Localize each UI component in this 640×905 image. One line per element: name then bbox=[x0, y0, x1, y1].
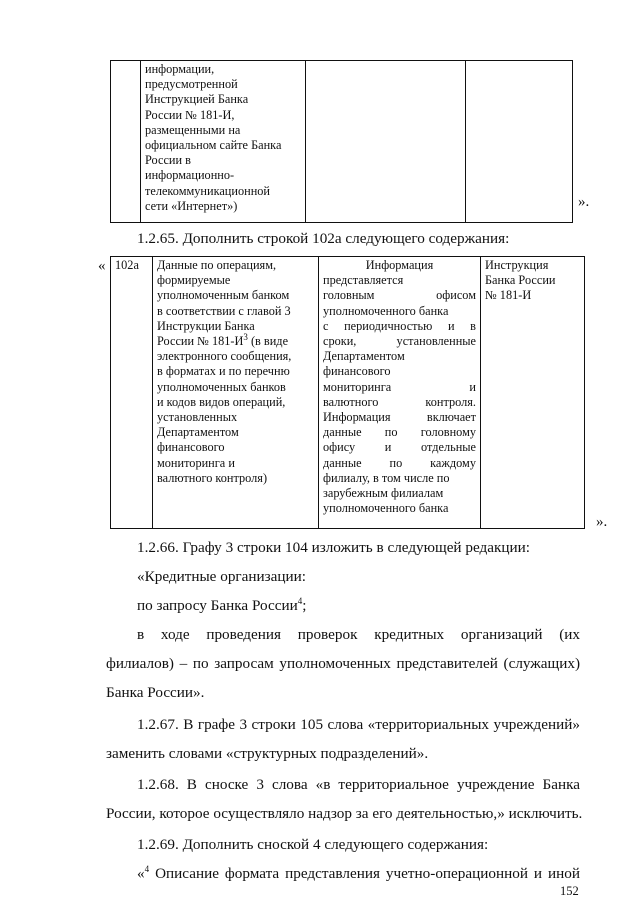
new-row-table bbox=[110, 256, 585, 529]
table2-col3-line: Информация bbox=[365, 258, 434, 272]
footnote-number: 4 bbox=[144, 863, 150, 874]
table2-col3-line: зарубежным филиалам bbox=[323, 486, 444, 501]
table1-close-quote: ». bbox=[578, 194, 590, 210]
page-number: 152 bbox=[560, 884, 579, 898]
table2-col3 bbox=[319, 257, 481, 529]
table1-col1 bbox=[111, 61, 141, 223]
footnote-ref-3: 3 bbox=[243, 331, 248, 342]
table1-col4 bbox=[466, 61, 573, 223]
table2-col3-line: филиалу, в том числе по bbox=[323, 470, 450, 485]
table2-col3-line: валютного контроля. bbox=[323, 394, 476, 409]
continuation-table bbox=[110, 60, 573, 223]
paragraph-1267-line-1: 1.2.67. В графе 3 строки 105 слова «территориальных учреждений» bbox=[137, 716, 580, 733]
table2-col3-line: офису и отдельные bbox=[323, 440, 476, 455]
quote-line-3: в ходе проведения проверок кредитных организаций (их bbox=[137, 626, 580, 643]
table2-col3-line: Информация включает bbox=[323, 410, 476, 425]
paragraph-1268-line-1: 1.2.68. В сноске 3 слова «в территориальное учреждение Банка bbox=[137, 776, 580, 793]
table2-col3-line: уполномоченного банка bbox=[323, 303, 449, 318]
table2-col1: 102а bbox=[111, 257, 153, 529]
paragraph-1269: 1.2.69. Дополнить сноской 4 следующего содержания: bbox=[137, 836, 489, 853]
table2-close-quote: ». bbox=[596, 514, 608, 530]
table2-col3-line: представляется bbox=[323, 273, 404, 288]
table2-open-quote: « bbox=[98, 258, 106, 274]
quote-line-2-tail: ; bbox=[302, 597, 307, 614]
table2-col3-line: данные по каждому bbox=[323, 455, 476, 470]
paragraph-1266: 1.2.66. Графу 3 строки 104 изложить в следующей редакции: bbox=[137, 539, 530, 556]
quote-line-5: Банка России». bbox=[106, 684, 205, 701]
table2-col3-line: мониторинга и bbox=[323, 379, 476, 394]
paragraph-1267-line-2: заменить словами «структурных подразделений». bbox=[106, 745, 429, 762]
table2-col4: Инструкция Банка России № 181-И bbox=[481, 257, 585, 529]
table2-col3-line: уполномоченного банка bbox=[323, 501, 449, 516]
table2-col2 bbox=[153, 257, 319, 529]
table2-col3-line: Департаментом bbox=[323, 349, 405, 364]
paragraph-1268-line-2: России, которое осуществляло надзор за его деятельностью,» исключить. bbox=[106, 805, 583, 822]
table-row bbox=[111, 61, 573, 223]
table1-col3 bbox=[306, 61, 466, 223]
footnote-ref-4: 4 bbox=[297, 595, 303, 606]
quote-line-4: филиалов) – по запросам уполномоченных представителей (служащих) bbox=[106, 655, 580, 672]
quote-line-2 bbox=[137, 591, 580, 620]
table2-col2-text-a: Данные по операциям, формируемые уполномоченным банком в соответствии с главой 3 Инструкции Банка России № 181-И bbox=[157, 258, 291, 349]
quote-line-1: «Кредитные организации: bbox=[137, 568, 306, 585]
footnote-text: Описание формата представления учетно-операционной и иной bbox=[149, 865, 580, 882]
table2-col3-line: головным офисом bbox=[323, 288, 476, 303]
table2-col3-line: сроки, установленные bbox=[323, 334, 476, 349]
table2-col3-line: с периодичностью и в bbox=[323, 318, 476, 333]
table2-col3-line: финансового bbox=[323, 364, 391, 379]
table2-col2-text-b: (в виде электронного сообщения, в форматах и по перечню уполномоченных банков и кодов видов операций, установленных Департаментом финансового мониторинга и валютного контроля) bbox=[157, 334, 292, 485]
table-row bbox=[111, 257, 585, 529]
table2-col3-line: данные по головному bbox=[323, 425, 476, 440]
table1-col2: информации, предусмотренной Инструкцией Банка России № 181-И, размещенными на официальном сайте Банка России в информационно- телекоммуникационной сети «Интернет») bbox=[141, 61, 306, 223]
quote-line-2-text: по запросу Банка России bbox=[137, 597, 298, 614]
footnote-open-quote: « bbox=[137, 865, 145, 882]
footnote-4-line bbox=[137, 859, 580, 888]
paragraph-1265: 1.2.65. Дополнить строкой 102а следующего содержания: bbox=[137, 230, 510, 247]
